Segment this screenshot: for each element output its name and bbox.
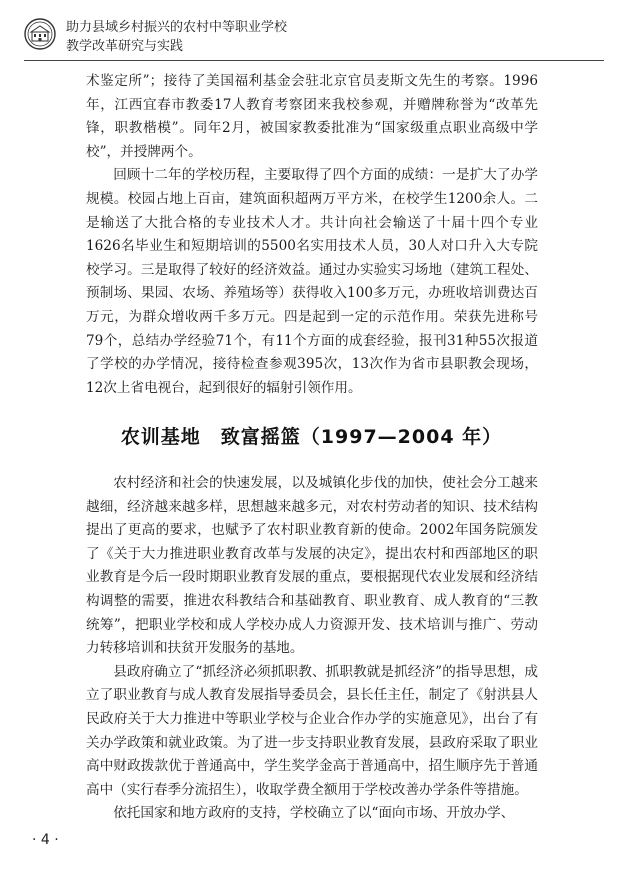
header-title-line-1: 助力县域乡村振兴的农村中等职业学校 bbox=[66, 20, 288, 35]
header-divider bbox=[24, 60, 604, 61]
header-title-line-2: 教学改革研究与实践 bbox=[66, 39, 184, 54]
header-title bbox=[66, 18, 287, 56]
body-text-bottom bbox=[86, 472, 538, 826]
paragraph-rural-economy: 农村经济和社会的快速发展，以及城镇化步伐的加快，使社会分工越来越细，经济越来越多样，思想越来越多元，对农村劳动者的知识、技术结构提出了更高的要求，也赋予了农村职业教育新的使命。2002年国务院颁发了《关于大力推进职业教育改革与发展的决定》，提出农村和西部地区的职业教育是今后一段时期职业教育发展的重点，要根据现代农业发展和经济结构调整的需要，推进农科教结合和基础教育、职业教育、成人教育的“三教统筹”，把职业学校和成人学校办成人力资源开发、技术培训与推广、劳动力转移培训和扶贫开发服务的基地。 bbox=[86, 475, 538, 657]
body-text-top bbox=[86, 70, 538, 400]
paragraph-continued: 术鉴定所”；接待了美国福利基金会驻北京官员麦斯文先生的考察。1996年，江西宜春市教委17人教育考察团来我校参观，并赠牌称誉为“改革先锋，职教楷模”。同年2月，被国家教委批准为“国家级重点职业高级中学校”，并授牌两个。 bbox=[86, 73, 538, 160]
school-building-icon bbox=[24, 18, 56, 50]
page-number: · 4 · bbox=[32, 832, 59, 848]
paragraph-county-government: 县政府确立了“抓经济必须抓职教、抓职教就是抓经济”的指导思想，成立了职业教育与成人教育发展指导委员会，县长任主任，制定了《射洪县人民政府关于大力推进中等职业学校与企业合作办学的实施意见》，出台了有关办学政策和就业政策。为了进一步支持职业教育发展，县政府采取了职业高中财政拨款优于普通高中，学生奖学金高于普通高中，招生顺序先于普通高中（实行春季分流招生），收取学费全额用于学校改善办学条件等措施。 bbox=[86, 663, 538, 798]
page-header bbox=[24, 18, 604, 58]
paragraph-review: 回顾十二年的学校历程，主要取得了四个方面的成绩：一是扩大了办学规模。校园占地上百亩，建筑面积超两万平方米，在校学生1200余人。二是输送了大批合格的专业技术人才。共计向社会输送了十届十四个专业1626名毕业生和短期培训的5500名实用技术人员，30人对口升入大专院校学习。三是取得了较好的经济效益。通过办实验实习场地（建筑工程处、预制场、果园、农场、养殖场等）获得收入100多万元，办班收培训费达百万元，为群众增收两千多万元。四是起到一定的示范作用。荣获先进称号79个，总结办学经验71个，有11个方面的成套经验，报刊31种55次报道了学校的办学情况，接待检查参观395次，13次作为省市县职教会现场，12次上省电视台，起到很好的辐射引领作用。 bbox=[86, 167, 538, 396]
section-heading: 农训基地 致富摇篮（1997—2004 年） bbox=[120, 426, 503, 448]
paragraph-support: 依托国家和地方政府的支持，学校确立了以“面向市场、开放办学、 bbox=[113, 805, 515, 822]
